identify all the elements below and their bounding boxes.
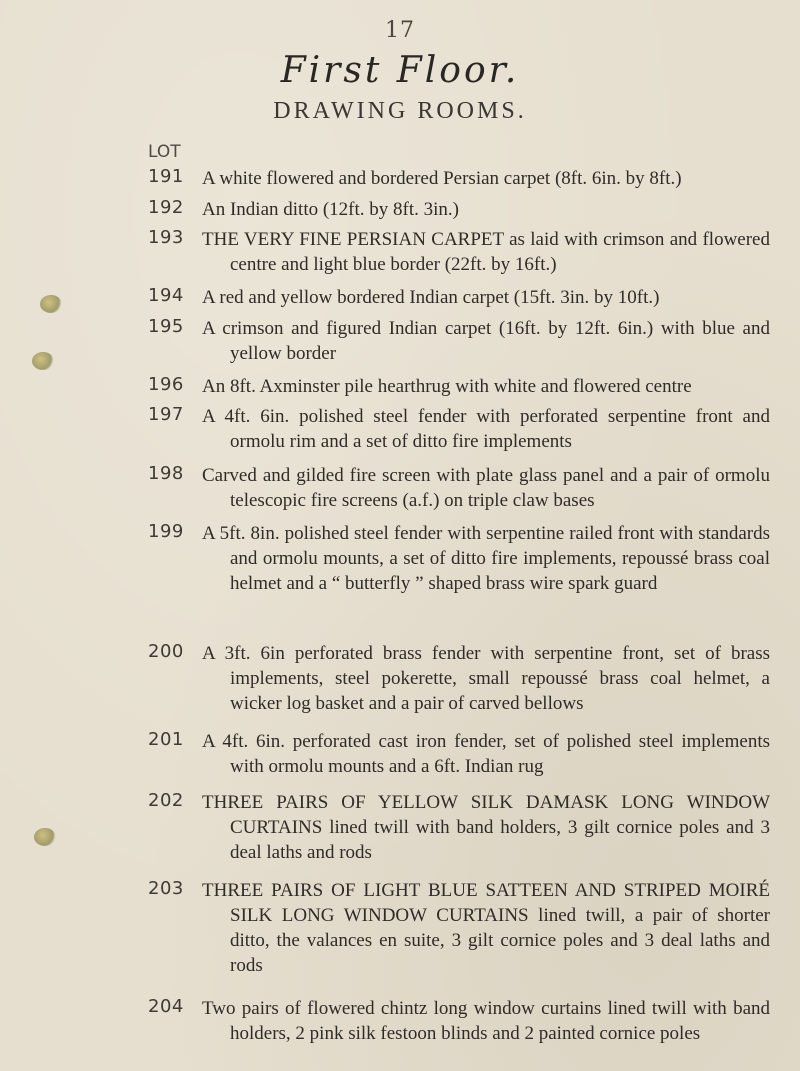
lot-number: 203 (148, 878, 184, 899)
section-title: First Floor. (280, 50, 520, 91)
lot-description: THE VERY FINE PERSIAN CARPET as laid with crimson and flowered centre and light blue border (22ft. by 16ft.) (202, 229, 770, 275)
lot-description: A red and yellow bordered Indian carpet (15ft. 3in. by 10ft.) (202, 287, 660, 308)
lot-description: An 8ft. Axminster pile hearthrug with white and flowered centre (202, 376, 692, 397)
lot-description: A crimson and figured Indian carpet (16ft. by 12ft. 6in.) with blue and yellow border (202, 318, 770, 364)
lot-description: Two pairs of flowered chintz long window curtains lined twill with band holders, 2 pink silk festoon blinds and 2 painted cornice poles (202, 998, 770, 1044)
lot-number: 193 (148, 227, 184, 248)
lot-column-header: LOT (148, 142, 181, 162)
lot-description: Carved and gilded fire screen with plate glass panel and a pair of ormolu telescopic fire screens (a.f.) on triple claw bases (202, 465, 770, 511)
lot-description: A 3ft. 6in perforated brass fender with serpentine front, set of brass implements, steel pokerette, small repoussé brass coal helmet, a wicker log basket and a pair of carved bellows (202, 643, 770, 714)
subsection-title: DRAWING ROOMS. (273, 98, 527, 124)
lot-number: 196 (148, 374, 184, 395)
lot-description: A 4ft. 6in. polished steel fender with perforated serpentine front and ormolu rim and a set of ditto fire implements (202, 406, 770, 452)
lot-number: 197 (148, 404, 184, 425)
lot-description: THREE PAIRS OF LIGHT BLUE SATTEEN AND STRIPED MOIRÉ SILK LONG WINDOW CURTAINS lined twill, a pair of shorter ditto, the valances en suite, 3 gilt cornice poles and 3 deal laths and rods (202, 880, 770, 976)
lot-description: A white flowered and bordered Persian carpet (8ft. 6in. by 8ft.) (202, 168, 682, 189)
lot-description: A 5ft. 8in. polished steel fender with serpentine railed front with standards and ormolu mounts, a set of ditto fire implements, repoussé brass coal helmet and a “ butterfly ” shaped brass wire spark guard (202, 523, 770, 594)
lot-description: THREE PAIRS OF YELLOW SILK DAMASK LONG WINDOW CURTAINS lined twill with band holders, 3 gilt cornice poles and 3 deal laths and rods (202, 792, 770, 863)
lot-number: 199 (148, 521, 184, 542)
lot-description: A 4ft. 6in. perforated cast iron fender, set of polished steel implements with ormolu mounts and a 6ft. Indian rug (202, 731, 770, 777)
lot-number: 194 (148, 285, 184, 306)
lot-description: An Indian ditto (12ft. by 8ft. 3in.) (202, 199, 459, 220)
lot-number: 202 (148, 790, 184, 811)
ink-blot-top (40, 295, 62, 313)
lot-number: 201 (148, 729, 184, 750)
lot-number: 200 (148, 641, 184, 662)
page-number: 17 (385, 18, 415, 43)
lot-number: 198 (148, 463, 184, 484)
ink-blot-mid (32, 352, 54, 370)
lot-number: 192 (148, 197, 184, 218)
lot-number: 204 (148, 996, 184, 1017)
lot-number: 191 (148, 166, 184, 187)
lot-number: 195 (148, 316, 184, 337)
ink-blot-low (34, 828, 56, 846)
